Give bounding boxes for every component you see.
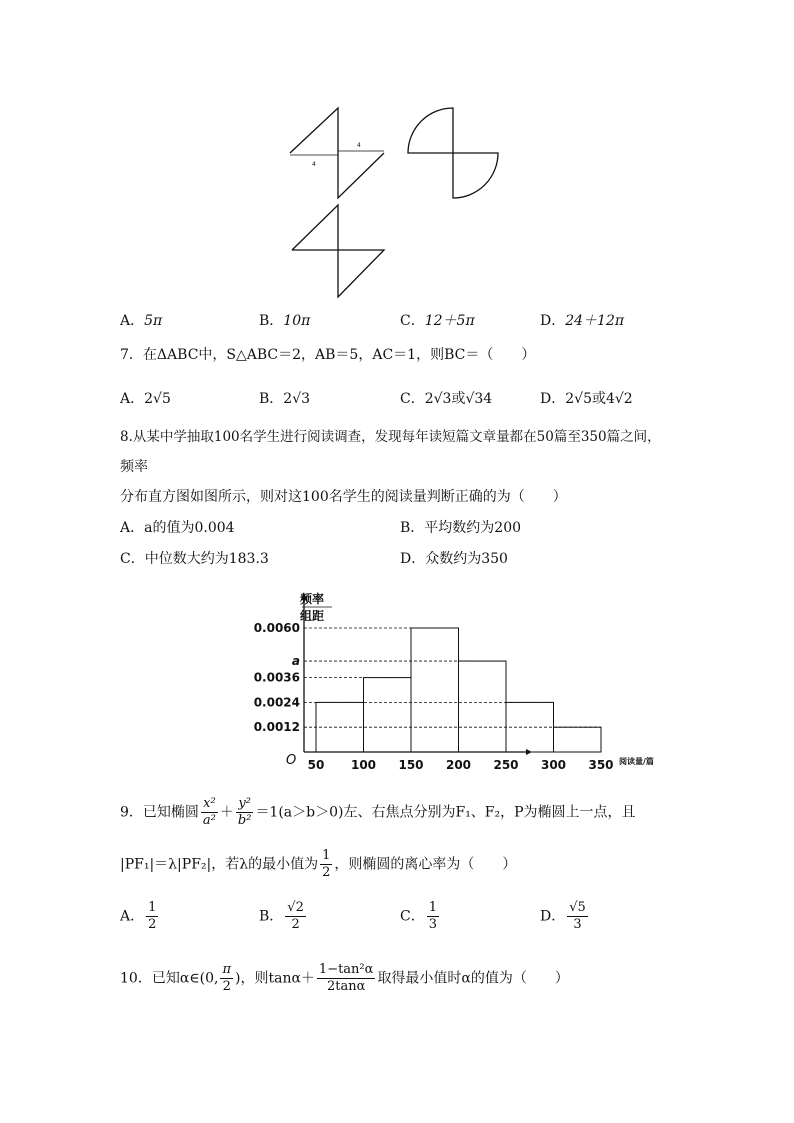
q7-option-c: C．2√3或√34 — [400, 391, 493, 407]
histogram-bar — [554, 727, 602, 752]
shape-quarter-circles — [408, 108, 498, 198]
q9-option-d: D． $\frac{√5}{3}$ — [540, 900, 586, 932]
x-tick-label: 50 — [307, 758, 325, 772]
x-tick-label: 250 — [493, 758, 519, 772]
shape-triangles-bottom — [338, 153, 384, 198]
fraction-pi-over-2: $\frac{\pi}{2}$ — [222, 962, 232, 994]
q6-option-c: C．12＋5π — [400, 313, 475, 329]
histogram-bar — [364, 678, 412, 752]
x-tick-label: 100 — [350, 758, 377, 772]
q7-option-d: D．2√5或4√2 — [540, 391, 633, 407]
dimension-label-b: 4 — [357, 142, 361, 149]
fraction-one-half: $\frac{1}{2}$ — [322, 848, 331, 880]
q8-stem-line1: 8.从某中学抽取100名学生进行阅读调查，发现每年读短篇文章量都在50篇至350篇之间， — [120, 429, 661, 445]
y-tick-label: 0.0024 — [253, 695, 300, 710]
y-tick-label: 0.0036 — [253, 670, 300, 685]
q8-option-b: B．平均数约为200 — [400, 520, 522, 536]
q8-stem-line2: 频率 — [120, 459, 148, 475]
x-tick-label: 350 — [588, 758, 614, 772]
x-tick-label: 300 — [540, 758, 567, 772]
q8-stem-line3: 分布直方图如图所示，则对这100名学生的阅读量判断正确的为（ ） — [120, 489, 567, 505]
q9-option-c: C． $\frac{1}{3}$ — [400, 900, 437, 932]
y-tick-label: 0.0012 — [253, 720, 300, 735]
fraction-y-over-b: $\frac{\text{y²}}{\text{b²}}$ — [237, 796, 252, 828]
q8-option-c: C．中位数大约为183.3 — [120, 551, 269, 567]
y-tick-label: 0.0060 — [253, 621, 300, 635]
fraction-x-over-a: $\frac{\text{x²}}{\text{a²}}$ — [202, 796, 216, 828]
q7-stem: 7．在ΔABC中，S△ABC＝2，AB＝5，AC＝1，则BC＝（ ） — [120, 347, 536, 363]
y-axis-label-top: 频率 — [300, 592, 325, 606]
histogram-bar — [459, 661, 507, 752]
q9-option-a: A． $\frac{1}{2}$ — [120, 900, 157, 932]
y-axis-label-bottom: 组距 — [300, 609, 325, 623]
x-tick-label: 200 — [445, 758, 472, 772]
q6-option-a: A．5π — [120, 313, 163, 329]
q7-option-b: B．2√3 — [259, 391, 311, 407]
shape-triangles-top — [290, 108, 338, 153]
q6-option-d: D．24＋12π — [540, 313, 625, 329]
y-tick-label: a — [291, 654, 300, 669]
q9-stem-line1: 9．已知椭圆 $\frac{\text{x²}}{\text{a²}}$ ＋ $\frac{\text{y²}}{\text{b²}}$ ＝1(a＞b＞0)左、右焦点分别为F₁、F₂，P为椭圆上一点，且 — [120, 796, 636, 828]
q8-option-d: D．众数约为350 — [400, 551, 508, 567]
histogram-bar — [411, 628, 459, 752]
dimension-label-a: 4 — [312, 161, 316, 168]
figure-shapes — [280, 100, 520, 305]
fraction-tan-expression: $\frac{\text{1−tan²α}}{2\tan\alpha}$ — [318, 962, 374, 994]
q8-option-a: A．a的值为0.004 — [120, 520, 235, 536]
histogram-chart — [236, 588, 654, 778]
q6-option-b: B．10π — [259, 313, 311, 329]
x-axis-label: 阅读量/篇 — [619, 757, 654, 766]
origin-label: O — [286, 753, 297, 768]
q10-stem: 10．已知α∈(0, $\frac{\pi}{2}$ )，则tanα＋ $\frac{\text{1−tan²α}}{2\tan\alpha}$ 取得最小值时α的值为（ ） — [120, 962, 569, 994]
x-tick-label: 150 — [398, 758, 424, 772]
q9-option-b: B． $\frac{√2}{2}$ — [259, 900, 304, 932]
shape-triangles-lower — [292, 205, 384, 297]
q7-option-a: A．2√5 — [120, 391, 171, 407]
q9-stem-line2: |PF₁|＝λ|PF₂|，若λ的最小值为 $\frac{1}{2}$ ，则椭圆的离心率为（ ） — [120, 848, 517, 880]
